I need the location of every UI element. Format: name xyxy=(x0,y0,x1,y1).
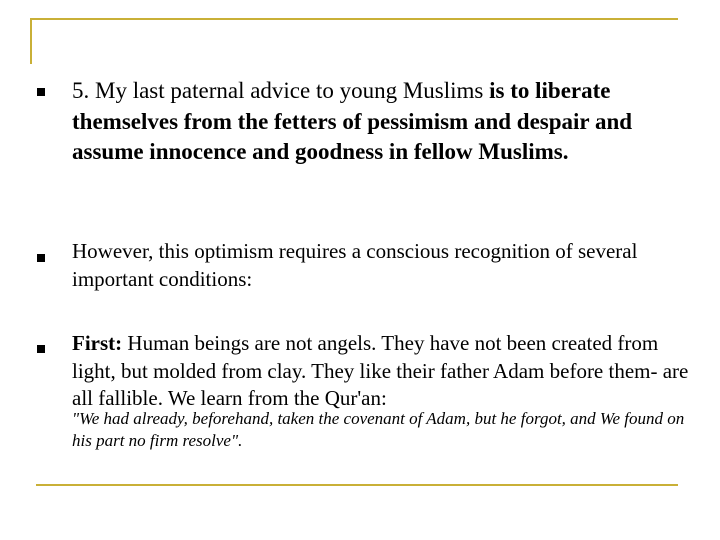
square-bullet-icon xyxy=(37,345,45,353)
quran-quote: "We had already, beforehand, taken the covenant of Adam, but he forgot, and We found on his part no firm resolve". xyxy=(72,409,685,450)
paragraph-2-text: However, this optimism requires a conscious recognition of several important conditions: xyxy=(72,239,638,291)
paragraph-3-lead: First: xyxy=(72,331,123,355)
paragraph-1-bold-text: is to liberate themselves from the fetters of pessimism and despair and assume innocence and goodness in fellow Muslims. xyxy=(72,78,633,164)
bullet-paragraph-3 xyxy=(72,330,692,413)
paragraph-1-normal-text: 5. My last paternal advice to young Muslims xyxy=(72,78,490,103)
square-bullet-icon xyxy=(37,254,45,262)
bullet-paragraph-1 xyxy=(72,76,692,168)
frame-top-line xyxy=(30,18,678,20)
square-bullet-icon xyxy=(37,88,45,96)
paragraph-3-text: Human beings are not angels. They have not been created from light, but molded from clay. They like their father Adam before them- are all fallible. We learn from the Qur'an: xyxy=(72,331,689,410)
bullet-paragraph-2 xyxy=(72,238,692,293)
frame-left-line xyxy=(30,18,32,64)
frame-bottom-line xyxy=(36,484,678,486)
